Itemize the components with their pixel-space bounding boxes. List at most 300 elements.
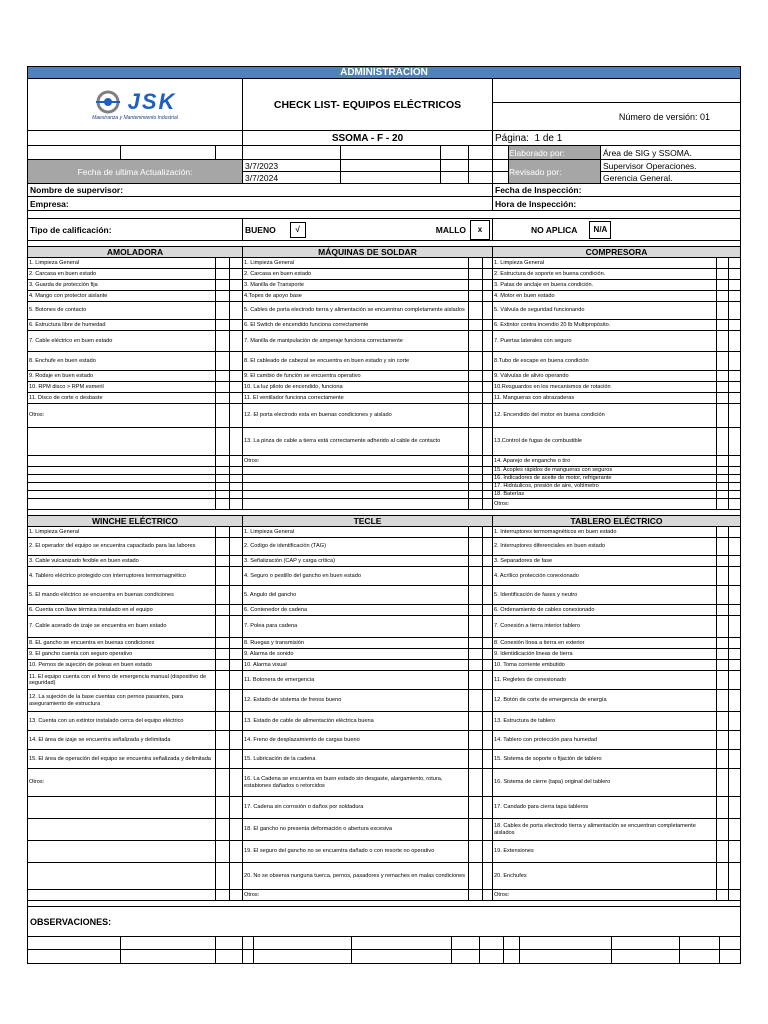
observation-cell[interactable] [352,937,452,950]
observation-cell[interactable] [504,937,520,950]
rating-cell[interactable] [216,890,230,901]
rating-cell[interactable] [216,269,230,280]
checklist-item: 6. El Switch de encendido funciona correctamente [243,320,469,331]
rating-cell[interactable] [729,567,741,586]
rating-cell[interactable] [483,567,493,586]
checklist-item: 18. Baterías [493,491,717,499]
rating-cell[interactable] [729,769,741,797]
rating-cell[interactable] [216,750,230,769]
rating-cell[interactable] [483,491,493,499]
rating-cell[interactable] [216,291,230,302]
observation-cell[interactable] [243,950,254,964]
rating-cell[interactable] [469,750,483,769]
rating-cell[interactable] [717,586,729,605]
rating-cell[interactable] [469,320,483,331]
observation-cell[interactable] [27,937,121,950]
rating-cell[interactable] [469,382,483,393]
rating-cell[interactable] [717,605,729,616]
rating-cell[interactable] [729,393,741,404]
rating-cell[interactable] [729,556,741,567]
rating-cell[interactable] [717,258,729,269]
observation-cell[interactable] [216,937,243,950]
rating-cell[interactable] [483,586,493,605]
rating-cell[interactable] [469,841,483,863]
rating-cell[interactable] [230,352,243,371]
rating-cell[interactable] [717,352,729,371]
rating-cell[interactable] [483,556,493,567]
rating-cell[interactable] [469,291,483,302]
observation-cell[interactable] [612,937,680,950]
checklist-item: 18. El gancho no presenta deformación o abertura excesiva [243,819,469,841]
rating-cell[interactable] [717,499,729,510]
rating-cell[interactable] [483,616,493,638]
observation-cell[interactable] [480,937,504,950]
rating-cell[interactable] [483,660,493,671]
rating-cell[interactable] [469,819,483,841]
rating-cell[interactable] [216,320,230,331]
rating-cell[interactable] [729,638,741,649]
rating-cell[interactable] [717,890,729,901]
rating-cell[interactable] [216,605,230,616]
checklist-item: 7. Cable acerado de izaje se encuentra en buen estado [27,616,216,638]
rating-cell[interactable] [230,605,243,616]
rating-cell[interactable] [483,467,493,475]
rating-cell[interactable] [483,404,493,428]
rating-cell[interactable] [230,467,243,475]
rating-cell[interactable] [469,567,483,586]
checklist-row [27,731,741,750]
rating-cell[interactable] [717,690,729,712]
observation-cell[interactable] [243,937,254,950]
rating-cell[interactable] [717,616,729,638]
rating-cell[interactable] [469,467,483,475]
rating-cell[interactable] [230,638,243,649]
rating-cell[interactable] [230,428,243,456]
rating-cell[interactable] [729,483,741,491]
rating-cell[interactable] [469,605,483,616]
rating-cell[interactable] [483,819,493,841]
rating-cell[interactable] [729,649,741,660]
rating-cell[interactable] [469,638,483,649]
rating-cell[interactable] [216,660,230,671]
rating-cell[interactable] [483,863,493,890]
revisado-value-1: Supervisor Operaciones. [601,160,741,172]
observation-cell[interactable] [720,937,741,950]
rating-cell[interactable] [483,382,493,393]
rating-cell[interactable] [216,841,230,863]
rating-cell[interactable] [230,567,243,586]
rating-cell[interactable] [717,797,729,819]
rating-cell[interactable] [717,393,729,404]
rating-cell[interactable] [230,841,243,863]
checklist-row [27,671,741,690]
checklist-item [27,483,216,491]
rating-cell[interactable] [469,280,483,291]
rating-cell[interactable] [483,690,493,712]
rating-cell[interactable] [230,797,243,819]
rating-cell[interactable] [216,467,230,475]
rating-cell[interactable] [230,731,243,750]
rating-cell[interactable] [483,527,493,538]
rating-cell[interactable] [729,797,741,819]
rating-cell[interactable] [230,280,243,291]
version-label: Número de versión: [618,111,698,122]
rating-cell[interactable] [483,428,493,456]
checklist-row [27,331,741,352]
rating-cell[interactable] [729,605,741,616]
rating-cell[interactable] [469,556,483,567]
checklist-item: 5. Angulo del gancho [243,586,469,605]
rating-cell[interactable] [729,456,741,467]
rating-cell[interactable] [483,841,493,863]
checklist-row [27,371,741,382]
rating-cell[interactable] [483,320,493,331]
section-title: WINCHE ELÉCTRICO [27,516,243,527]
rating-cell[interactable] [469,527,483,538]
rating-cell[interactable] [230,769,243,797]
rating-cell[interactable] [717,556,729,567]
rating-cell[interactable] [483,605,493,616]
rating-cell[interactable] [729,302,741,320]
rating-cell[interactable] [230,302,243,320]
rating-cell[interactable] [483,769,493,797]
rating-cell[interactable] [717,382,729,393]
rating-cell[interactable] [469,769,483,797]
rating-cell[interactable] [230,556,243,567]
rating-cell[interactable] [216,404,230,428]
checklist-item: 4. Acrílico protección conexionado [493,567,717,586]
rating-cell[interactable] [469,538,483,556]
rating-cell[interactable] [230,690,243,712]
rating-cell[interactable] [483,371,493,382]
rating-cell[interactable] [469,269,483,280]
rating-cell[interactable] [483,258,493,269]
rating-cell[interactable] [483,456,493,467]
rating-cell[interactable] [729,291,741,302]
rating-cell[interactable] [717,527,729,538]
rating-cell[interactable] [230,586,243,605]
rating-cell[interactable] [230,404,243,428]
rating-cell[interactable] [717,671,729,690]
rating-cell[interactable] [483,731,493,750]
rating-cell[interactable] [469,428,483,456]
rating-cell[interactable] [230,649,243,660]
rating-cell[interactable] [483,671,493,690]
rating-cell[interactable] [469,393,483,404]
rating-cell[interactable] [469,371,483,382]
rating-cell[interactable] [230,527,243,538]
rating-cell[interactable] [483,393,493,404]
observation-cell[interactable] [480,950,504,964]
rating-cell[interactable] [230,393,243,404]
rating-cell[interactable] [216,527,230,538]
rating-cell[interactable] [230,890,243,901]
bueno-label: BUENO [245,224,276,235]
checklist-row [27,538,741,556]
rating-cell[interactable] [717,371,729,382]
rating-cell[interactable] [230,320,243,331]
rating-cell[interactable] [216,382,230,393]
rating-cell[interactable] [717,491,729,499]
rating-cell[interactable] [717,475,729,483]
rating-cell[interactable] [469,258,483,269]
rating-cell[interactable] [230,475,243,483]
observation-cell[interactable] [27,950,121,964]
rating-cell[interactable] [216,863,230,890]
rating-cell[interactable] [469,863,483,890]
rating-cell[interactable] [230,491,243,499]
rating-cell[interactable] [230,499,243,510]
rating-cell[interactable] [717,404,729,428]
rating-cell[interactable] [729,371,741,382]
rating-cell[interactable] [729,382,741,393]
checklist-item: Otros: [27,404,216,428]
rating-cell[interactable] [717,638,729,649]
rating-cell[interactable] [729,660,741,671]
rating-cell[interactable] [230,819,243,841]
rating-cell[interactable] [717,269,729,280]
rating-cell[interactable] [483,649,493,660]
checklist-row [27,863,741,890]
rating-cell[interactable] [469,586,483,605]
rating-cell[interactable] [717,819,729,841]
rating-cell[interactable] [483,352,493,371]
observation-cell[interactable] [121,937,216,950]
rating-cell[interactable] [717,769,729,797]
rating-cell[interactable] [717,660,729,671]
checklist-item: 19. El seguro del gancho no se encuentra dañado o con resorte no operativo [243,841,469,863]
rating-cell[interactable] [483,538,493,556]
rating-cell[interactable] [729,863,741,890]
rating-cell[interactable] [230,538,243,556]
rating-cell[interactable] [469,404,483,428]
rating-cell[interactable] [216,499,230,510]
rating-cell[interactable] [230,258,243,269]
rating-cell[interactable] [230,750,243,769]
rating-cell[interactable] [729,499,741,510]
rating-cell[interactable] [216,331,230,352]
rating-cell[interactable] [729,586,741,605]
rating-cell[interactable] [216,302,230,320]
checklist-item: 1. Limpieza General [243,527,469,538]
rating-cell[interactable] [216,712,230,731]
calificacion-options [243,219,493,241]
rating-cell[interactable] [729,404,741,428]
checklist-item: 3. Señalización (CAP y carga crítica) [243,556,469,567]
rating-cell[interactable] [469,456,483,467]
rating-cell[interactable] [216,769,230,797]
rating-cell[interactable] [729,841,741,863]
rating-cell[interactable] [729,819,741,841]
rating-cell[interactable] [729,616,741,638]
checklist-item: 1. Limpieza General [27,527,216,538]
rating-cell[interactable] [230,616,243,638]
rating-cell[interactable] [469,352,483,371]
observation-cell[interactable] [216,950,243,964]
rating-cell[interactable] [729,467,741,475]
rating-cell[interactable] [729,750,741,769]
rating-cell[interactable] [483,331,493,352]
rating-cell[interactable] [216,483,230,491]
rating-cell[interactable] [483,638,493,649]
na-option [493,219,741,241]
rating-cell[interactable] [216,638,230,649]
rating-cell[interactable] [717,280,729,291]
rating-cell[interactable] [216,352,230,371]
rating-cell[interactable] [483,712,493,731]
rating-cell[interactable] [729,280,741,291]
checklist-item: 2. Estructura de soporte en buena condición. [493,269,717,280]
rating-cell[interactable] [469,475,483,483]
rating-cell[interactable] [717,320,729,331]
observation-cell[interactable] [254,950,352,964]
rating-cell[interactable] [717,467,729,475]
rating-cell[interactable] [717,712,729,731]
rating-cell[interactable] [469,331,483,352]
rating-cell[interactable] [483,483,493,491]
rating-cell[interactable] [483,269,493,280]
rating-cell[interactable] [729,712,741,731]
rating-cell[interactable] [469,731,483,750]
rating-cell[interactable] [216,649,230,660]
rating-cell[interactable] [216,731,230,750]
rating-cell[interactable] [469,616,483,638]
rating-cell[interactable] [483,797,493,819]
rating-cell[interactable] [483,499,493,510]
rating-cell[interactable] [717,428,729,456]
rating-cell[interactable] [230,483,243,491]
rating-cell[interactable] [469,690,483,712]
checklist-item: 19. Extensiones [493,841,717,863]
observation-cell[interactable] [452,950,480,964]
rating-cell[interactable] [230,671,243,690]
rating-cell[interactable] [717,841,729,863]
rating-cell[interactable] [216,475,230,483]
rating-cell[interactable] [717,567,729,586]
rating-cell[interactable] [483,750,493,769]
observation-cell[interactable] [680,937,720,950]
rating-cell[interactable] [216,280,230,291]
observation-cell[interactable] [720,950,741,964]
rating-cell[interactable] [483,475,493,483]
rating-cell[interactable] [717,456,729,467]
rating-cell[interactable] [717,331,729,352]
rating-cell[interactable] [469,483,483,491]
rating-cell[interactable] [216,690,230,712]
rating-cell[interactable] [729,475,741,483]
rating-cell[interactable] [729,731,741,750]
observation-cell[interactable] [520,950,612,964]
rating-cell[interactable] [717,731,729,750]
rating-cell[interactable] [216,258,230,269]
hora-inspeccion-label: Hora de Inspección: [493,197,741,211]
rating-cell[interactable] [216,556,230,567]
rating-cell[interactable] [469,712,483,731]
checklist-item: Otros: [493,890,717,901]
rating-cell[interactable] [230,371,243,382]
rating-cell[interactable] [729,527,741,538]
rating-cell[interactable] [729,331,741,352]
rating-cell[interactable] [469,890,483,901]
rating-cell[interactable] [469,797,483,819]
rating-cell[interactable] [469,660,483,671]
rating-cell[interactable] [483,302,493,320]
rating-cell[interactable] [729,491,741,499]
rating-cell[interactable] [230,331,243,352]
rating-cell[interactable] [483,291,493,302]
rating-cell[interactable] [230,456,243,467]
rating-cell[interactable] [230,291,243,302]
observation-cell[interactable] [520,937,612,950]
observation-cell[interactable] [121,950,216,964]
rating-cell[interactable] [729,428,741,456]
rating-cell[interactable] [483,280,493,291]
rating-cell[interactable] [469,302,483,320]
rating-cell[interactable] [216,819,230,841]
rating-cell[interactable] [216,586,230,605]
rating-cell[interactable] [216,538,230,556]
rating-cell[interactable] [729,890,741,901]
rating-cell[interactable] [216,491,230,499]
observation-cell[interactable] [452,937,480,950]
rating-cell[interactable] [729,320,741,331]
rating-cell[interactable] [216,797,230,819]
rating-cell[interactable] [216,456,230,467]
rating-cell[interactable] [729,258,741,269]
rating-cell[interactable] [230,660,243,671]
observation-cell[interactable] [680,950,720,964]
rating-cell[interactable] [717,302,729,320]
rating-cell[interactable] [729,690,741,712]
rating-cell[interactable] [216,428,230,456]
fecha-label: Fecha de ultima Actualización: [27,160,243,184]
rating-cell[interactable] [717,750,729,769]
rating-cell[interactable] [216,616,230,638]
checklist-item: 8. EL gancho se encuentra en buenas condiciones [27,638,216,649]
rating-cell[interactable] [717,291,729,302]
rating-cell[interactable] [469,649,483,660]
observation-cell[interactable] [612,950,680,964]
observation-cell[interactable] [504,950,520,964]
rating-cell[interactable] [469,671,483,690]
rating-cell[interactable] [717,483,729,491]
checklist-row [27,605,741,616]
rating-cell[interactable] [717,538,729,556]
rating-cell[interactable] [230,382,243,393]
checklist-item: 16. La Cadena se encuentra en buen estado sin desgaste, alargamiento, rotura, estabiones dañados o retorcidos [243,769,469,797]
observation-cell[interactable] [352,950,452,964]
checklist-item [27,819,216,841]
rating-cell[interactable] [216,393,230,404]
rating-cell[interactable] [717,863,729,890]
rating-cell[interactable] [230,269,243,280]
rating-cell[interactable] [469,499,483,510]
rating-cell[interactable] [230,863,243,890]
rating-cell[interactable] [469,491,483,499]
rating-cell[interactable] [216,567,230,586]
rating-cell[interactable] [729,538,741,556]
rating-cell[interactable] [729,269,741,280]
rating-cell[interactable] [216,671,230,690]
rating-cell[interactable] [729,671,741,690]
rating-cell[interactable] [729,352,741,371]
rating-cell[interactable] [216,371,230,382]
observation-cell[interactable] [254,937,352,950]
rating-cell[interactable] [230,712,243,731]
rating-cell[interactable] [717,649,729,660]
rating-cell[interactable] [483,890,493,901]
fecha-2: 3/7/2024 [243,172,341,184]
